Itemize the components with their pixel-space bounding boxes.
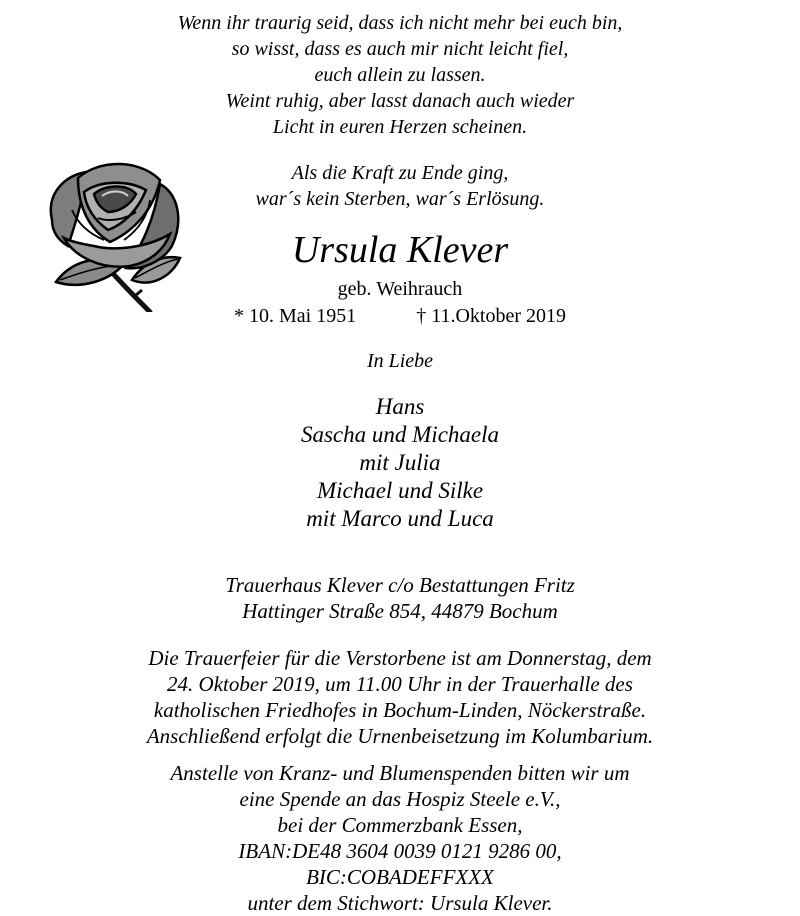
poem-line: Wenn ihr traurig seid, dass ich nicht mehr bei euch bin, <box>177 12 623 34</box>
funeral-line: katholischen Friedhofes in Bochum-Linden, Nöckerstraße. <box>153 698 647 722</box>
verse <box>0 160 800 212</box>
family-member: Sascha und Michaela <box>300 422 499 447</box>
verse-line: Als die Kraft zu Ende ging, <box>291 162 509 184</box>
family-member: mit Julia <box>359 450 441 475</box>
poem-line: Licht in euren Herzen scheinen. <box>272 116 528 138</box>
deceased-name: Ursula Klever <box>291 229 509 271</box>
family-list <box>0 393 800 533</box>
poem-line: Weint ruhig, aber lasst danach auch wieder <box>225 90 575 112</box>
verse-line: war´s kein Sterben, war´s Erlösung. <box>255 188 545 210</box>
funeral-line: Die Trauerfeier für die Verstorbene ist am Donnerstag, dem <box>148 646 652 670</box>
life-dates <box>0 303 800 329</box>
mourning-address <box>0 572 800 624</box>
death-date: † 11.Oktober 2019 <box>416 305 566 327</box>
donation-line: IBAN:DE48 3604 0039 0121 9286 00, <box>238 839 562 863</box>
address-line: Trauerhaus Klever c/o Bestattungen Fritz <box>225 573 575 597</box>
funeral-line: Anschließend erfolgt die Urnenbeisetzung im Kolumbarium. <box>146 724 654 748</box>
poem-line: euch allein zu lassen. <box>314 64 486 86</box>
in-love-heading: In Liebe <box>366 350 434 372</box>
donation-line: Anstelle von Kranz- und Blumenspenden bitten wir um <box>170 761 630 785</box>
poem-line: so wisst, dass es auch mir nicht leicht fiel, <box>231 38 569 60</box>
birth-date: * 10. Mai 1951 <box>233 305 357 327</box>
address-line: Hattinger Straße 854, 44879 Bochum <box>242 599 558 623</box>
funeral-line: 24. Oktober 2019, um 11.00 Uhr in der Trauerhalle des <box>167 672 633 696</box>
donation-line: BIC:COBADEFFXXX <box>306 865 494 889</box>
birth-name: geb. Weihrauch <box>337 278 463 300</box>
family-member: Michael und Silke <box>316 478 484 503</box>
funeral-details <box>0 645 800 749</box>
donation-line: unter dem Stichwort: Ursula Klever. <box>247 891 553 915</box>
donation-line: eine Spende an das Hospiz Steele e.V., <box>239 787 561 811</box>
donation-request <box>0 760 800 916</box>
donation-line: bei der Commerzbank Essen, <box>277 813 523 837</box>
family-member: Hans <box>375 394 425 419</box>
poem <box>0 10 800 140</box>
family-member: mit Marco und Luca <box>306 506 494 531</box>
